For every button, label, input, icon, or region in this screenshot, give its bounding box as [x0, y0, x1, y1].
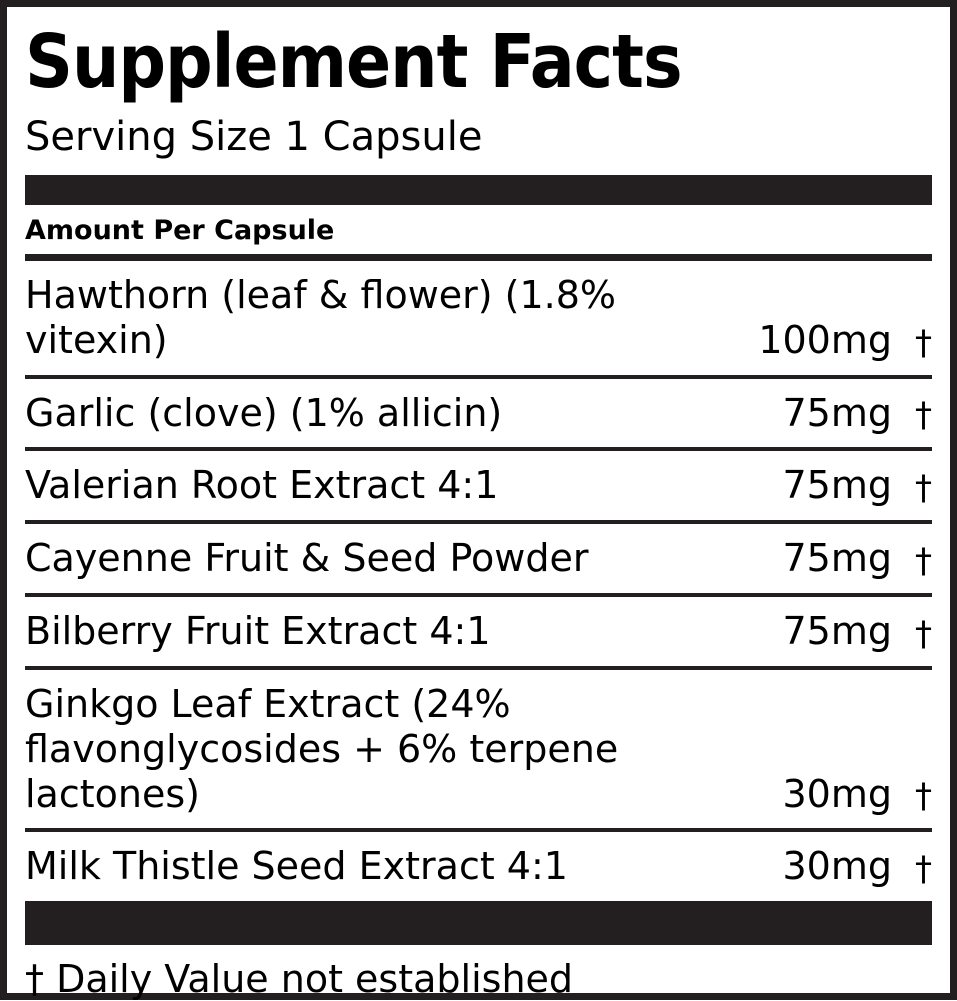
ingredient-name: Garlic (clove) (1% allicin)	[25, 390, 503, 435]
ingredient-values	[774, 609, 932, 654]
serving-size: Serving Size 1 Capsule	[25, 114, 483, 160]
ingredient-table	[25, 261, 932, 901]
ingredient-amount: 100mg	[758, 317, 892, 362]
divider-under-amount-header	[25, 254, 932, 261]
ingredient-amount: 30mg	[782, 844, 892, 889]
table-row	[25, 597, 932, 670]
ingredient-values	[758, 318, 932, 363]
heavy-divider-bottom	[25, 901, 932, 945]
ingredient-values	[774, 463, 932, 508]
ingredient-amount: 75mg	[782, 609, 892, 654]
ingredient-name: Bilberry Fruit Extract 4:1	[25, 609, 491, 654]
ingredient-name: Cayenne Fruit & Seed Powder	[25, 536, 589, 581]
table-row	[25, 524, 932, 597]
ingredient-name: Milk Thistle Seed Extract 4:1	[25, 844, 568, 889]
table-row	[25, 261, 932, 379]
amount-per-serving-header: Amount Per Capsule	[25, 215, 335, 246]
table-row	[25, 832, 932, 901]
ingredient-values	[774, 844, 932, 889]
ingredient-name: Valerian Root Extract 4:1	[25, 463, 499, 508]
ingredient-values	[774, 391, 932, 436]
ingredient-daily-value: †	[915, 395, 932, 436]
ingredient-values	[774, 536, 932, 581]
heavy-divider-top	[25, 175, 932, 205]
ingredient-daily-value: †	[915, 849, 932, 890]
ingredient-amount: 30mg	[782, 771, 892, 816]
ingredient-amount: 75mg	[782, 463, 892, 508]
ingredient-name: Hawthorn (leaf & flower) (1.8% vitexin)	[25, 273, 617, 362]
ingredient-daily-value: †	[915, 541, 932, 582]
ingredient-daily-value: †	[915, 468, 932, 509]
ingredient-daily-value: †	[915, 322, 932, 363]
table-row	[25, 670, 932, 832]
page-title: Supplement Facts	[25, 19, 682, 105]
ingredient-amount: 75mg	[782, 536, 892, 581]
ingredient-name: Ginkgo Leaf Extract (24% flavonglycosides + 6% terpene lactones)	[25, 681, 619, 816]
table-row	[25, 379, 932, 452]
table-row	[25, 451, 932, 524]
ingredient-values	[774, 772, 932, 817]
daily-value-footnote: † Daily Value not established	[25, 957, 574, 1001]
ingredient-daily-value: †	[915, 613, 932, 654]
ingredient-amount: 75mg	[782, 390, 892, 435]
ingredient-daily-value: †	[915, 776, 932, 817]
